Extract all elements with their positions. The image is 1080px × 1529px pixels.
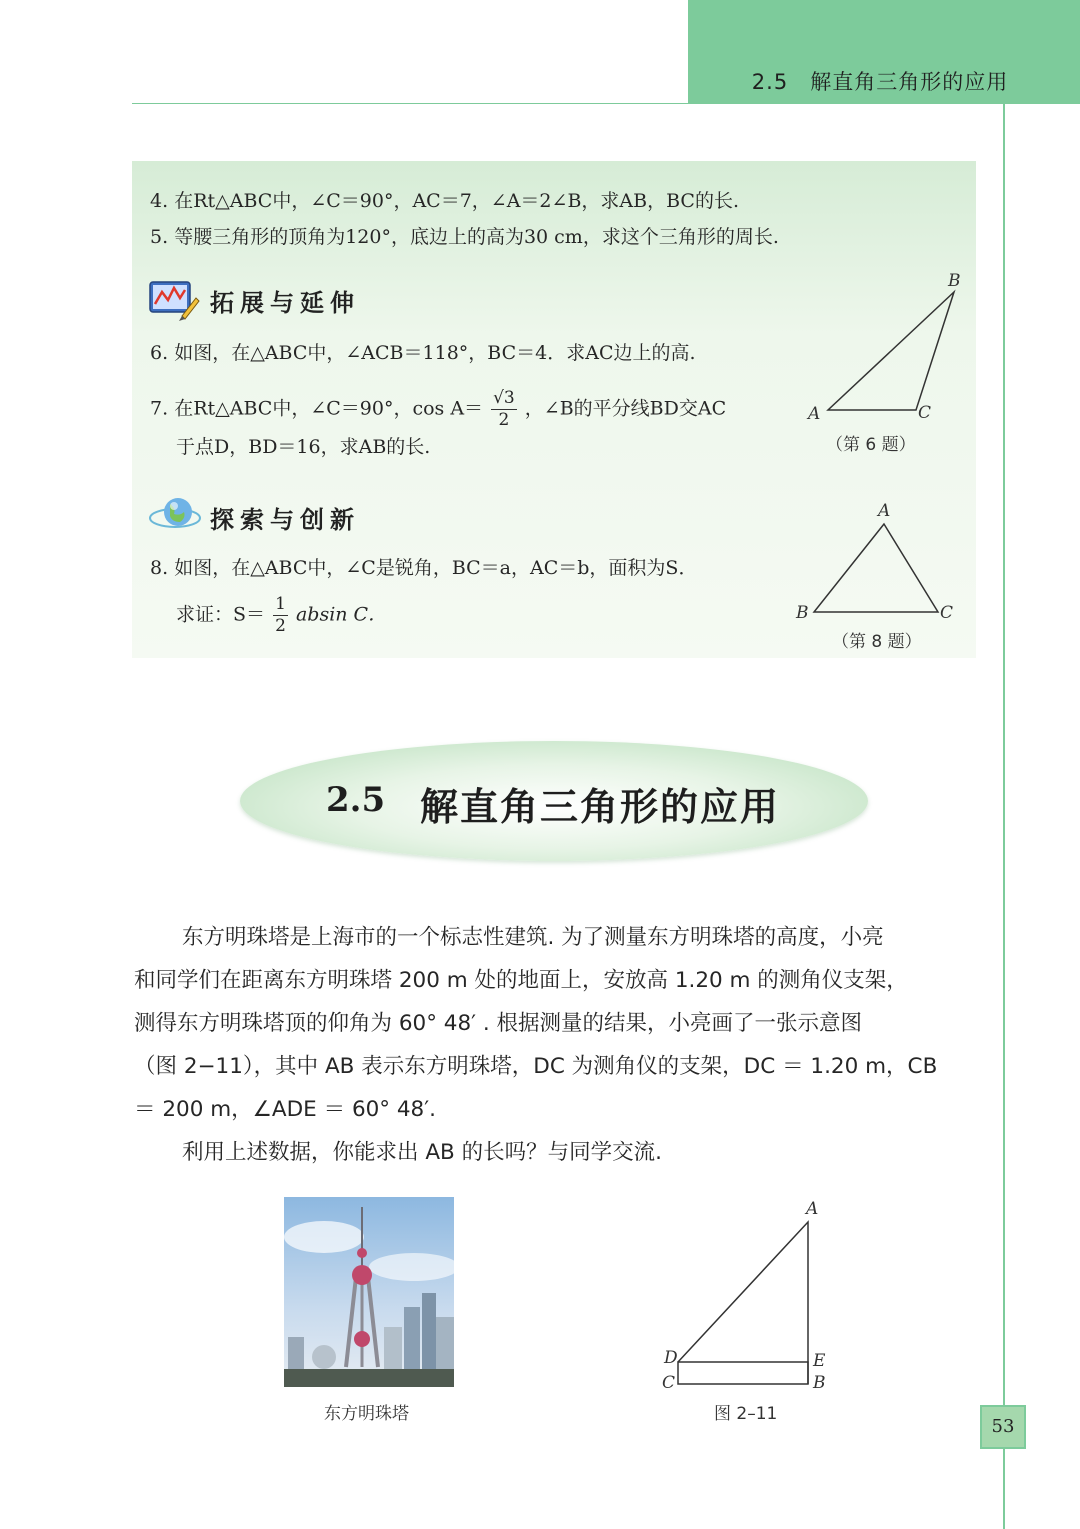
exercise-6: 6. 如图，在△ABC中，∠ACB＝118°，BC＝4．求AC边上的高. xyxy=(150,342,696,364)
figure-8-caption: （第 8 题） xyxy=(832,632,922,652)
fig8-label-b: B xyxy=(796,603,809,623)
running-header-title: 2.5 解直角三角形的应用 xyxy=(751,70,1009,94)
body-line-1: 东方明珠塔是上海市的一个标志性建筑. 为了测量东方明珠塔的高度，小亮 xyxy=(182,925,884,950)
oriental-pearl-tower-photo xyxy=(284,1197,454,1387)
body-line-2: 和同学们在距离东方明珠塔 200 m 处的地面上，安放高 1.20 m 的测角仪支架， xyxy=(134,968,908,993)
section-title-explore: 探索与创新 xyxy=(210,506,360,534)
fig6-label-b: B xyxy=(948,271,961,291)
header-rule xyxy=(132,103,688,104)
figure-2-11 xyxy=(656,1196,836,1392)
fraction-root3-over-2: $\frac{√3}{2}$ xyxy=(493,388,515,430)
body-line-3: 测得东方明珠塔顶的仰角为 60° 48′ . 根据测量的结果，小亮画了一张示意图 xyxy=(134,1011,863,1036)
chapter-title: 解直角三角形的应用 xyxy=(420,785,781,829)
page-number: 53 xyxy=(980,1405,1026,1449)
body-line-5: ＝ 200 m，∠ADE ＝ 60° 48′. xyxy=(134,1097,436,1122)
side-rule xyxy=(1003,104,1005,1529)
body-line-4: （图 2−11），其中 AB 表示东方明珠塔，DC 为测角仪的支架，DC ＝ 1.20 m，CB xyxy=(134,1054,938,1079)
figure-6-caption: （第 6 题） xyxy=(826,435,916,455)
exercise-8-prove: 求证：S＝ $\frac{1}{2}$ absin C． xyxy=(176,594,388,636)
exercise-7-line2: 于点D，BD＝16，求AB的长. xyxy=(176,436,431,458)
fig8-label-a: A xyxy=(878,501,891,521)
chapter-number: 2.5 xyxy=(326,780,386,820)
globe-icon xyxy=(148,492,202,536)
photo-caption: 东方明珠塔 xyxy=(324,1404,409,1424)
exercise-8: 8. 如图，在△ABC中，∠C是锐角，BC＝a，AC＝b，面积为S． xyxy=(150,557,698,579)
exercise-5: 5. 等腰三角形的顶角为120°，底边上的高为30 cm，求这个三角形的周长. xyxy=(150,226,779,248)
fig211-label-a: A xyxy=(806,1199,819,1219)
figure-question-6 xyxy=(800,268,970,428)
fraction-one-half: $\frac{1}{2}$ xyxy=(275,594,286,636)
chart-pencil-icon xyxy=(148,278,200,322)
body-paragraph-2: 利用上述数据，你能求出 AB 的长吗？与同学交流. xyxy=(182,1140,662,1165)
fig211-label-c: C xyxy=(662,1373,676,1392)
fig211-label-b: B xyxy=(813,1373,826,1392)
figure-question-8 xyxy=(790,496,970,626)
exercise-7: 7. 在Rt△ABC中，∠C＝90°，cos A＝ $\frac{√3}{2}$ ，∠B的平分线BD交AC xyxy=(150,388,727,430)
fig8-label-c: C xyxy=(940,603,954,623)
section-title-extend: 拓展与延伸 xyxy=(210,289,360,317)
fig6-label-a: A xyxy=(808,404,821,424)
fig211-label-d: D xyxy=(664,1348,678,1368)
fig211-label-e: E xyxy=(813,1351,826,1371)
exercise-4: 4. 在Rt△ABC中，∠C＝90°，AC＝7，∠A＝2∠B，求AB，BC的长. xyxy=(150,190,739,212)
fig6-label-c: C xyxy=(918,403,932,423)
figure-2-11-caption: 图 2–11 xyxy=(714,1404,778,1424)
